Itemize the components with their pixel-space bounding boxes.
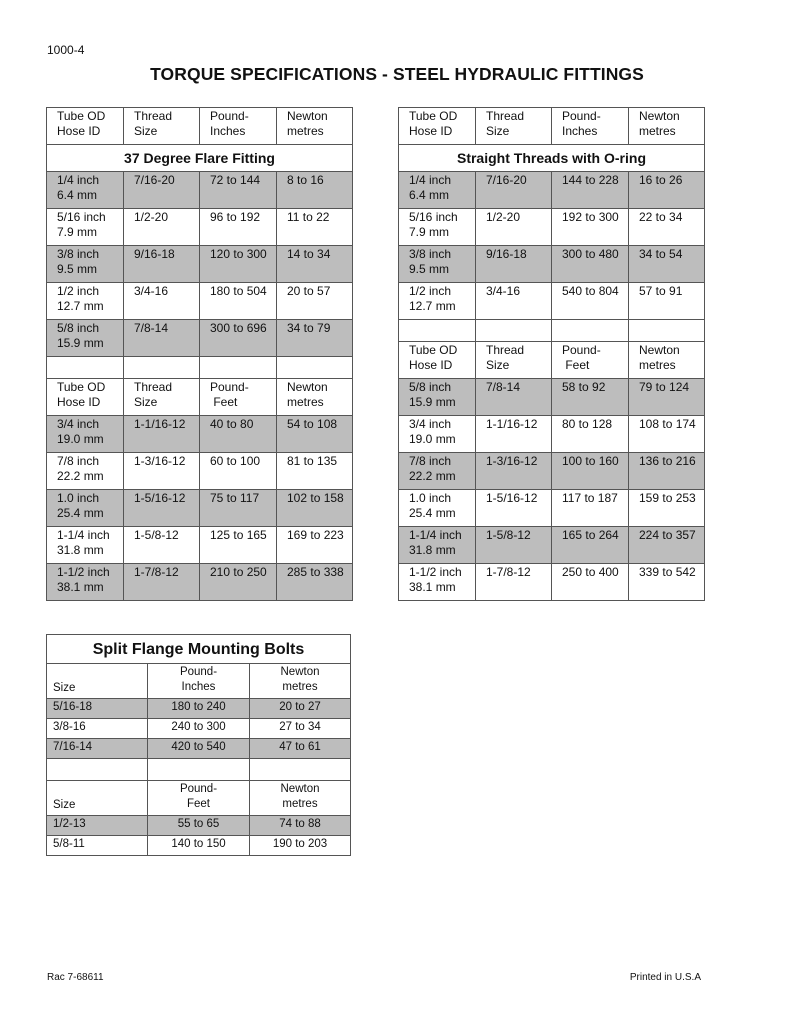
cell-text: Pound- bbox=[562, 109, 601, 123]
table-cell: 169 to 223 bbox=[277, 527, 353, 564]
table-row bbox=[399, 172, 705, 209]
cell-text: 1/2 inch bbox=[409, 284, 452, 298]
cell-text: 9.5 mm bbox=[409, 262, 450, 276]
section-title: 37 Degree Flare Fitting bbox=[47, 145, 353, 172]
table-row bbox=[47, 172, 353, 209]
cell-text: 31.8 mm bbox=[57, 543, 104, 557]
cell-text: 15.9 mm bbox=[57, 336, 104, 350]
table-cell bbox=[47, 172, 124, 209]
table-cell bbox=[47, 759, 148, 781]
table-row bbox=[399, 453, 705, 490]
table-row bbox=[399, 283, 705, 320]
table-cell: 20 to 27 bbox=[250, 699, 351, 719]
table-header-row bbox=[399, 108, 705, 145]
cell-text: 3/8 inch bbox=[409, 247, 452, 261]
table-cell: 300 to 696 bbox=[200, 320, 277, 357]
cell-text: 1/2 inch bbox=[57, 284, 100, 298]
table-cell: 339 to 542 bbox=[629, 564, 705, 601]
table-cell bbox=[250, 759, 351, 781]
table-row bbox=[47, 699, 351, 719]
table-header-row bbox=[47, 664, 351, 699]
blank-row bbox=[47, 357, 353, 379]
cell-text: 12.7 mm bbox=[57, 299, 104, 313]
table-row bbox=[47, 836, 351, 856]
cell-text: metres bbox=[639, 358, 676, 372]
table-cell: 1/2-20 bbox=[476, 209, 552, 246]
table-cell: 420 to 540 bbox=[148, 739, 250, 759]
table-cell: 192 to 300 bbox=[552, 209, 629, 246]
blank-row bbox=[47, 759, 351, 781]
table-cell bbox=[47, 283, 124, 320]
table-cell: 1-3/16-12 bbox=[476, 453, 552, 490]
cell-text: Size bbox=[134, 395, 158, 409]
print-notice: Printed in U.S.A bbox=[629, 972, 701, 983]
flange-table-title: Split Flange Mounting Bolts bbox=[47, 635, 351, 664]
table-cell: 190 to 203 bbox=[250, 836, 351, 856]
cell-text: 31.8 mm bbox=[409, 543, 456, 557]
table-cell: 57 to 91 bbox=[629, 283, 705, 320]
table-cell bbox=[629, 342, 705, 379]
table-cell: 159 to 253 bbox=[629, 490, 705, 527]
table-cell: 22 to 34 bbox=[629, 209, 705, 246]
header-cell-newton bbox=[629, 108, 705, 145]
cell-text: Newton bbox=[287, 380, 328, 394]
cell-text: metres bbox=[282, 798, 318, 810]
header-cell-thread bbox=[124, 108, 200, 145]
table-cell bbox=[124, 357, 200, 379]
table-cell bbox=[399, 342, 476, 379]
table-cell: 1-5/16-12 bbox=[476, 490, 552, 527]
table-cell bbox=[399, 379, 476, 416]
page-title: TORQUE SPECIFICATIONS - STEEL HYDRAULIC FITTINGS bbox=[150, 64, 644, 84]
table-header-row bbox=[47, 781, 351, 816]
cell-text: 19.0 mm bbox=[409, 432, 456, 446]
cell-text: metres bbox=[282, 681, 318, 693]
table-cell: 34 to 79 bbox=[277, 320, 353, 357]
cell-text: Size bbox=[134, 124, 158, 138]
table-cell: 27 to 34 bbox=[250, 719, 351, 739]
table-cell: 180 to 240 bbox=[148, 699, 250, 719]
cell-text: Hose ID bbox=[409, 124, 453, 138]
header-cell-thread bbox=[476, 108, 552, 145]
table-cell bbox=[47, 416, 124, 453]
blank-row bbox=[399, 320, 705, 342]
cell-text: 1-1/4 inch bbox=[409, 528, 462, 542]
table-cell: 60 to 100 bbox=[200, 453, 277, 490]
cell-text: 38.1 mm bbox=[57, 580, 104, 594]
o-ring-fitting-table bbox=[398, 107, 705, 601]
cell-text: 3/8 inch bbox=[57, 247, 100, 261]
cell-text: metres bbox=[287, 124, 324, 138]
table-row bbox=[47, 416, 353, 453]
table-cell: 136 to 216 bbox=[629, 453, 705, 490]
table-cell bbox=[200, 379, 277, 416]
table-row bbox=[399, 490, 705, 527]
table-cell bbox=[399, 527, 476, 564]
table-cell bbox=[399, 246, 476, 283]
table-cell: 7/8-14 bbox=[124, 320, 200, 357]
table-cell bbox=[399, 416, 476, 453]
header-cell-pound bbox=[200, 108, 277, 145]
table-row bbox=[399, 379, 705, 416]
cell-text: Newton bbox=[639, 109, 680, 123]
cell-text: Pound- bbox=[210, 380, 249, 394]
section-title-row bbox=[47, 635, 351, 664]
cell-text: Size bbox=[486, 358, 510, 372]
flare-fitting-table bbox=[46, 107, 353, 601]
cell-text: 38.1 mm bbox=[409, 580, 456, 594]
table-cell: 120 to 300 bbox=[200, 246, 277, 283]
cell-text: 5/8 inch bbox=[409, 380, 452, 394]
cell-text: Pound- bbox=[210, 109, 249, 123]
table-cell bbox=[47, 490, 124, 527]
table-cell bbox=[47, 209, 124, 246]
table-row bbox=[47, 209, 353, 246]
header-cell-pound bbox=[552, 108, 629, 145]
table-cell bbox=[47, 357, 124, 379]
table-cell: 75 to 117 bbox=[200, 490, 277, 527]
table-cell bbox=[399, 209, 476, 246]
table-cell bbox=[399, 453, 476, 490]
section-title-row bbox=[47, 145, 353, 172]
header-cell-size: Size bbox=[47, 664, 148, 699]
table-cell bbox=[552, 320, 629, 342]
page-number: 1000-4 bbox=[47, 43, 85, 57]
table-cell bbox=[476, 320, 552, 342]
table-cell: 102 to 158 bbox=[277, 490, 353, 527]
cell-text: Newton bbox=[287, 109, 328, 123]
table-cell: 1-7/8-12 bbox=[476, 564, 552, 601]
table-cell: 1-3/16-12 bbox=[124, 453, 200, 490]
table-cell: 240 to 300 bbox=[148, 719, 250, 739]
table-cell: 7/16-20 bbox=[124, 172, 200, 209]
table-cell: Size bbox=[47, 781, 148, 816]
table-row bbox=[47, 453, 353, 490]
cell-text: 1.0 inch bbox=[57, 491, 100, 505]
table-row bbox=[399, 527, 705, 564]
cell-text: 15.9 mm bbox=[409, 395, 456, 409]
cell-text: Thread bbox=[486, 109, 525, 123]
table-cell bbox=[399, 564, 476, 601]
table-cell: 20 to 57 bbox=[277, 283, 353, 320]
table-cell bbox=[47, 527, 124, 564]
cell-text: 25.4 mm bbox=[409, 506, 456, 520]
table-row bbox=[47, 283, 353, 320]
table-cell: 250 to 400 bbox=[552, 564, 629, 601]
cell-text: Pound- bbox=[179, 783, 218, 795]
header-cell-pound bbox=[148, 664, 250, 699]
section-title-row bbox=[399, 145, 705, 172]
table-cell: 5/8-11 bbox=[47, 836, 148, 856]
table-cell: 16 to 26 bbox=[629, 172, 705, 209]
table-row bbox=[47, 719, 351, 739]
header-cell-newton bbox=[277, 108, 353, 145]
cell-text: Feet bbox=[210, 395, 238, 409]
cell-text: 5/16 inch bbox=[57, 210, 106, 224]
table-cell: 5/16-18 bbox=[47, 699, 148, 719]
table-cell bbox=[47, 320, 124, 357]
table-cell bbox=[399, 490, 476, 527]
table-row bbox=[399, 209, 705, 246]
table-cell: 8 to 16 bbox=[277, 172, 353, 209]
table-row bbox=[47, 246, 353, 283]
table-cell: 108 to 174 bbox=[629, 416, 705, 453]
table-cell: 1/2-13 bbox=[47, 816, 148, 836]
table-cell: 1/2-20 bbox=[124, 209, 200, 246]
table-cell bbox=[47, 564, 124, 601]
table-cell: 55 to 65 bbox=[148, 816, 250, 836]
cell-text: 1-1/2 inch bbox=[57, 565, 110, 579]
table-cell bbox=[277, 357, 353, 379]
table-cell: 11 to 22 bbox=[277, 209, 353, 246]
cell-text: 6.4 mm bbox=[57, 188, 98, 202]
cell-text: 1-1/4 inch bbox=[57, 528, 110, 542]
table-cell: 100 to 160 bbox=[552, 453, 629, 490]
table-cell bbox=[552, 342, 629, 379]
table-cell bbox=[47, 246, 124, 283]
cell-text: Feet bbox=[186, 798, 210, 810]
table-cell bbox=[124, 379, 200, 416]
table-cell: 40 to 80 bbox=[200, 416, 277, 453]
table-cell: 3/4-16 bbox=[124, 283, 200, 320]
cell-text: Inches bbox=[181, 681, 216, 693]
table-cell bbox=[399, 172, 476, 209]
cell-text: 1.0 inch bbox=[409, 491, 452, 505]
table-cell: 125 to 165 bbox=[200, 527, 277, 564]
cell-text: Feet bbox=[562, 358, 590, 372]
cell-text: 5/16 inch bbox=[409, 210, 458, 224]
cell-text: 7.9 mm bbox=[409, 225, 450, 239]
table-cell: 74 to 88 bbox=[250, 816, 351, 836]
table-row bbox=[399, 564, 705, 601]
cell-text: 7/8 inch bbox=[409, 454, 452, 468]
cell-text: Inches bbox=[210, 124, 246, 138]
table-cell bbox=[476, 342, 552, 379]
document-code: Rac 7-68611 bbox=[47, 972, 104, 983]
cell-text: 12.7 mm bbox=[409, 299, 456, 313]
table-row bbox=[47, 739, 351, 759]
cell-text: Size bbox=[486, 124, 510, 138]
table-cell: 81 to 135 bbox=[277, 453, 353, 490]
section-title: Straight Threads with O-ring bbox=[399, 145, 705, 172]
cell-text: Tube OD bbox=[409, 109, 458, 123]
table-cell: 285 to 338 bbox=[277, 564, 353, 601]
table-cell bbox=[399, 283, 476, 320]
cell-text: 25.4 mm bbox=[57, 506, 104, 520]
table-cell: 1-1/16-12 bbox=[124, 416, 200, 453]
cell-text: 5/8 inch bbox=[57, 321, 100, 335]
table-cell: 7/8-14 bbox=[476, 379, 552, 416]
table-cell: 14 to 34 bbox=[277, 246, 353, 283]
cell-text: Thread bbox=[134, 109, 173, 123]
cell-text: Pound- bbox=[562, 343, 601, 357]
table-cell: 9/16-18 bbox=[124, 246, 200, 283]
cell-text: Tube OD bbox=[57, 380, 106, 394]
table-cell: 210 to 250 bbox=[200, 564, 277, 601]
table-cell: 180 to 504 bbox=[200, 283, 277, 320]
cell-text: 6.4 mm bbox=[409, 188, 450, 202]
table-cell bbox=[277, 379, 353, 416]
table-cell: 47 to 61 bbox=[250, 739, 351, 759]
cell-text: 22.2 mm bbox=[57, 469, 104, 483]
cell-text: Thread bbox=[134, 380, 173, 394]
cell-text: Newton bbox=[639, 343, 680, 357]
cell-text: Newton bbox=[280, 783, 320, 795]
table-cell: 1-1/16-12 bbox=[476, 416, 552, 453]
table-cell: 96 to 192 bbox=[200, 209, 277, 246]
table-cell bbox=[148, 759, 250, 781]
cell-text: Hose ID bbox=[57, 395, 101, 409]
table-cell bbox=[148, 781, 250, 816]
table-header-row bbox=[47, 108, 353, 145]
cell-text: Inches bbox=[562, 124, 598, 138]
cell-text: 1-1/2 inch bbox=[409, 565, 462, 579]
table-cell: 9/16-18 bbox=[476, 246, 552, 283]
cell-text: Pound- bbox=[179, 666, 218, 678]
cell-text: Tube OD bbox=[409, 343, 458, 357]
cell-text: 9.5 mm bbox=[57, 262, 98, 276]
cell-text: 3/4 inch bbox=[409, 417, 452, 431]
cell-text: 1/4 inch bbox=[409, 173, 452, 187]
cell-text: 1/4 inch bbox=[57, 173, 100, 187]
table-cell bbox=[47, 453, 124, 490]
table-cell bbox=[250, 781, 351, 816]
table-cell: 224 to 357 bbox=[629, 527, 705, 564]
table-cell: 7/16-14 bbox=[47, 739, 148, 759]
table-header-row bbox=[47, 379, 353, 416]
table-row bbox=[47, 490, 353, 527]
cell-text: Hose ID bbox=[57, 124, 101, 138]
table-header-row bbox=[399, 342, 705, 379]
table-cell: 300 to 480 bbox=[552, 246, 629, 283]
table-cell bbox=[399, 320, 476, 342]
table-cell: 7/16-20 bbox=[476, 172, 552, 209]
header-cell-tube-od bbox=[47, 108, 124, 145]
cell-text: Hose ID bbox=[409, 358, 453, 372]
table-cell: 1-7/8-12 bbox=[124, 564, 200, 601]
table-cell: 1-5/8-12 bbox=[124, 527, 200, 564]
table-cell: 165 to 264 bbox=[552, 527, 629, 564]
cell-text: 19.0 mm bbox=[57, 432, 104, 446]
table-cell: 144 to 228 bbox=[552, 172, 629, 209]
table-cell: 72 to 144 bbox=[200, 172, 277, 209]
cell-text: 3/4 inch bbox=[57, 417, 100, 431]
cell-text: 22.2 mm bbox=[409, 469, 456, 483]
cell-text: Thread bbox=[486, 343, 525, 357]
cell-text: 7.9 mm bbox=[57, 225, 98, 239]
header-cell-tube-od bbox=[399, 108, 476, 145]
table-cell bbox=[200, 357, 277, 379]
cell-text: 7/8 inch bbox=[57, 454, 100, 468]
split-flange-table bbox=[46, 634, 351, 856]
table-cell: 3/8-16 bbox=[47, 719, 148, 739]
table-cell: 140 to 150 bbox=[148, 836, 250, 856]
table-row bbox=[47, 816, 351, 836]
table-row bbox=[47, 527, 353, 564]
table-cell: 540 to 804 bbox=[552, 283, 629, 320]
cell-text: metres bbox=[639, 124, 676, 138]
cell-text: Newton bbox=[280, 666, 320, 678]
cell-text: Tube OD bbox=[57, 109, 106, 123]
header-cell-newton bbox=[250, 664, 351, 699]
table-cell: 1-5/16-12 bbox=[124, 490, 200, 527]
table-cell: 3/4-16 bbox=[476, 283, 552, 320]
table-cell: 58 to 92 bbox=[552, 379, 629, 416]
table-cell: 79 to 124 bbox=[629, 379, 705, 416]
table-cell bbox=[47, 379, 124, 416]
table-cell: 1-5/8-12 bbox=[476, 527, 552, 564]
table-row bbox=[47, 564, 353, 601]
table-cell: 34 to 54 bbox=[629, 246, 705, 283]
table-cell bbox=[629, 320, 705, 342]
table-row bbox=[399, 246, 705, 283]
table-cell: 80 to 128 bbox=[552, 416, 629, 453]
table-row bbox=[399, 416, 705, 453]
table-cell: 54 to 108 bbox=[277, 416, 353, 453]
cell-text: metres bbox=[287, 395, 324, 409]
table-row bbox=[47, 320, 353, 357]
table-cell: 117 to 187 bbox=[552, 490, 629, 527]
